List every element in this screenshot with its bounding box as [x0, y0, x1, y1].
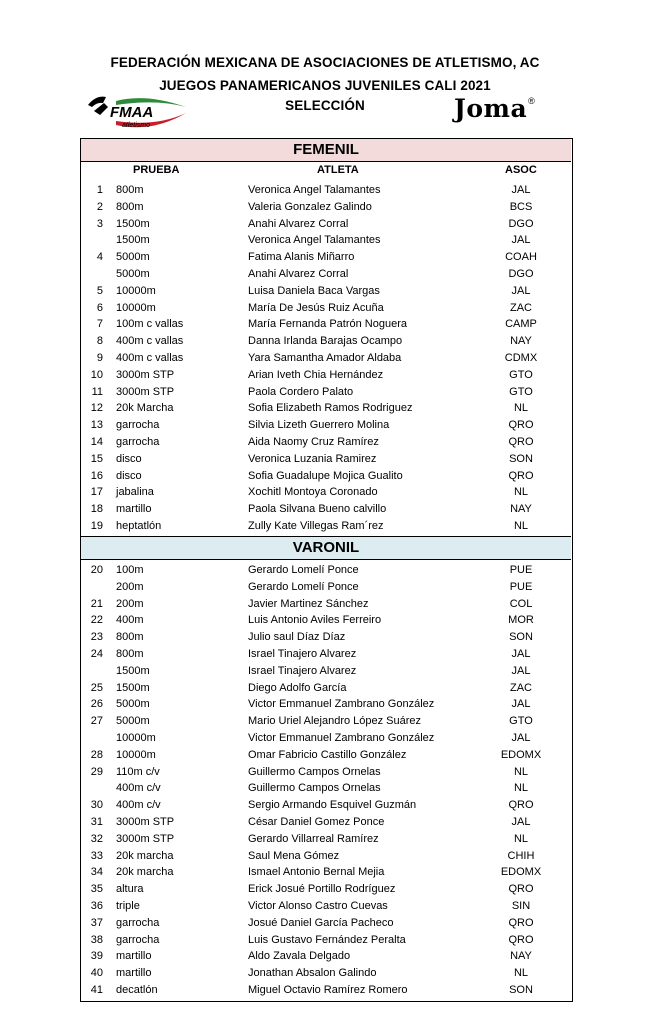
selection-title: SELECCIÓN — [285, 98, 365, 113]
row-atleta: Valeria Gonzalez Galindo — [248, 200, 372, 213]
row-number: 23 — [90, 631, 103, 644]
row-number: 3 — [96, 217, 103, 230]
row-atleta: Diego Adolfo García — [248, 681, 347, 694]
row-asoc: QRO — [508, 419, 534, 432]
table-row — [81, 300, 571, 317]
row-prueba: 5000m — [116, 698, 150, 711]
row-atleta: Gerardo Villarreal Ramírez — [248, 832, 379, 845]
row-prueba: altura — [116, 883, 144, 896]
row-number: 10 — [90, 368, 103, 381]
table-row — [81, 562, 571, 579]
table-row — [81, 814, 571, 831]
row-asoc: NL — [513, 765, 529, 778]
row-atleta: Luisa Daniela Baca Vargas — [248, 284, 380, 297]
row-prueba: martillo — [116, 950, 152, 963]
table-row — [81, 696, 571, 713]
row-prueba: 200m — [116, 580, 144, 593]
row-asoc: PUE — [509, 564, 533, 576]
row-asoc: SON — [509, 631, 533, 644]
row-asoc: CDMX — [504, 352, 538, 364]
row-number: 16 — [90, 469, 103, 482]
row-number: 6 — [96, 301, 103, 314]
table-row — [81, 400, 571, 417]
table-row — [81, 713, 571, 730]
row-atleta: Victor Emmanuel Zambrano González — [248, 698, 435, 711]
row-asoc: PUE — [509, 580, 533, 593]
fmaa-logo — [86, 91, 190, 131]
row-asoc: EDOMX — [500, 748, 542, 761]
row-number: 36 — [90, 900, 103, 912]
row-atleta: Guillermo Campos Ornelas — [248, 782, 381, 795]
table-row — [81, 266, 571, 283]
row-asoc: CHIH — [507, 849, 535, 862]
row-prueba: martillo — [116, 967, 152, 980]
row-number: 35 — [90, 883, 103, 896]
row-atleta: Israel Tinajero Alvarez — [248, 664, 357, 677]
row-prueba: decatlón — [116, 984, 158, 996]
table-row — [81, 417, 571, 434]
row-number: 20 — [90, 564, 103, 576]
row-atleta: Miguel Octavio Ramírez Romero — [248, 984, 408, 996]
row-atleta: Anahi Alvarez Corral — [248, 217, 349, 230]
table-row — [81, 199, 571, 216]
table-row — [81, 982, 571, 999]
row-asoc: ZAC — [510, 301, 532, 314]
row-prueba: disco — [116, 469, 142, 482]
table-row — [81, 484, 571, 501]
table-row — [81, 579, 571, 596]
row-asoc: COL — [509, 597, 533, 610]
table-row — [81, 316, 571, 333]
row-atleta: Silvia Lizeth Guerrero Molina — [248, 419, 390, 432]
row-number: 33 — [90, 849, 103, 862]
column-header-asoc: ASOC — [505, 164, 537, 176]
table-row — [81, 797, 571, 814]
row-asoc: NAY — [510, 503, 532, 516]
row-number: 32 — [90, 832, 103, 845]
row-prueba: disco — [116, 452, 142, 465]
row-number: 13 — [90, 419, 103, 432]
column-header-prueba: PRUEBA — [133, 164, 180, 176]
row-prueba: 800m — [116, 631, 144, 644]
table-row — [81, 965, 571, 982]
table-row — [81, 216, 571, 233]
row-prueba: 3000m STP — [116, 368, 175, 381]
table-row — [81, 915, 571, 932]
row-number: 37 — [90, 916, 103, 929]
row-asoc: MOR — [508, 614, 534, 627]
table-row — [81, 646, 571, 663]
row-atleta: Sofia Elizabeth Ramos Rodriguez — [248, 402, 413, 415]
row-asoc: GTO — [509, 715, 533, 728]
row-atleta: Ismael Antonio Bernal Mejia — [248, 866, 385, 879]
row-prueba: garrocha — [116, 436, 160, 448]
row-atleta: Erick Josué Portillo Rodríguez — [248, 883, 396, 896]
row-asoc: NL — [513, 832, 529, 845]
row-prueba: 20k marcha — [116, 849, 174, 862]
row-prueba: 1500m — [116, 664, 150, 677]
row-number: 9 — [96, 352, 103, 364]
row-number: 24 — [90, 648, 103, 660]
row-asoc: NAY — [510, 335, 532, 348]
row-prueba: 10000m — [116, 748, 156, 761]
row-number: 12 — [90, 402, 103, 415]
row-atleta: Luis Gustavo Fernández Peralta — [248, 933, 406, 946]
row-number: 8 — [96, 335, 103, 348]
table-row — [81, 848, 571, 865]
row-atleta: Danna Irlanda Barajas Ocampo — [248, 335, 403, 348]
table-row — [81, 747, 571, 764]
row-prueba: garrocha — [116, 933, 160, 946]
row-number: 26 — [90, 698, 103, 711]
table-row — [81, 232, 571, 249]
registered-mark: ® — [528, 95, 536, 106]
row-asoc: NAY — [510, 950, 532, 963]
table-row — [81, 932, 571, 949]
row-number: 4 — [96, 251, 103, 264]
row-asoc: NL — [513, 967, 529, 980]
row-asoc: SIN — [511, 900, 531, 912]
row-atleta: María Fernanda Patrón Noguera — [248, 318, 407, 331]
row-prueba: 800m — [116, 200, 144, 213]
row-number: 7 — [96, 318, 103, 331]
row-prueba: 400m — [116, 614, 144, 627]
table-row — [81, 864, 571, 881]
row-atleta: Xochitl Montoya Coronado — [248, 486, 378, 499]
row-number: 21 — [90, 597, 103, 610]
table-row — [81, 367, 571, 384]
row-atleta: Guillermo Campos Ornelas — [248, 765, 381, 778]
row-prueba: 400m c vallas — [116, 352, 184, 364]
row-number: 28 — [90, 748, 103, 761]
table-row — [81, 764, 571, 781]
row-atleta: Israel Tinajero Alvarez — [248, 648, 357, 660]
row-prueba: 5000m — [116, 251, 150, 264]
row-prueba: 5000m — [116, 715, 150, 728]
row-prueba: 10000m — [116, 732, 156, 744]
row-asoc: QRO — [508, 883, 534, 896]
row-prueba: 110m c/v — [116, 765, 160, 778]
row-number: 34 — [90, 866, 103, 879]
row-atleta: Luis Antonio Aviles Ferreiro — [248, 614, 382, 627]
row-asoc: NL — [513, 402, 529, 415]
row-asoc: SON — [509, 984, 533, 996]
row-atleta: Mario Uriel Alejandro López Suárez — [248, 715, 422, 728]
row-atleta: Yara Samantha Amador Aldaba — [248, 352, 402, 364]
row-atleta: Veronica Angel Talamantes — [248, 234, 381, 247]
row-asoc: DGO — [508, 217, 534, 230]
row-prueba: martillo — [116, 503, 152, 516]
row-number: 5 — [96, 284, 103, 297]
row-prueba: 100m — [116, 564, 144, 576]
row-prueba: 1500m — [116, 234, 150, 247]
table-row — [81, 948, 571, 965]
row-prueba: 3000m STP — [116, 385, 175, 398]
row-prueba: 400m c vallas — [116, 335, 184, 348]
row-number: 39 — [90, 950, 103, 963]
row-asoc: JAL — [511, 732, 531, 744]
row-atleta: Paola Cordero Palato — [248, 385, 354, 398]
fmaa-logo-text: FMAA — [110, 104, 154, 121]
section-varonil-title: VARONIL — [81, 536, 571, 560]
row-atleta: Sofia Guadalupe Mojica Gualito — [248, 469, 403, 482]
row-asoc: JAL — [511, 816, 531, 828]
row-asoc: QRO — [508, 436, 534, 448]
row-prueba: heptatlón — [116, 520, 162, 532]
section-femenil-title: FEMENIL — [81, 139, 571, 162]
table-row — [81, 730, 571, 747]
row-number: 40 — [90, 967, 103, 980]
table-row — [81, 350, 571, 367]
row-asoc: QRO — [508, 469, 534, 482]
joma-logo: Joma® — [454, 94, 536, 123]
column-header-atleta: ATLETA — [317, 164, 359, 176]
table-row — [81, 501, 571, 518]
row-prueba: 3000m STP — [116, 832, 175, 845]
fmaa-logo-subtext: atletismo — [122, 122, 151, 129]
row-number: 19 — [90, 520, 103, 532]
row-atleta: Arian Iveth Chia Hernández — [248, 368, 384, 381]
row-atleta: Victor Alonso Castro Cuevas — [248, 900, 388, 912]
row-asoc: EDOMX — [500, 866, 542, 879]
row-asoc: DGO — [508, 268, 534, 280]
row-atleta: Aldo Zavala Delgado — [248, 950, 351, 963]
row-atleta: Sergio Armando Esquivel Guzmán — [248, 799, 417, 812]
table-row — [81, 596, 571, 613]
row-prueba: 200m — [116, 597, 144, 610]
row-number: 25 — [90, 681, 103, 694]
row-asoc: GTO — [509, 385, 533, 398]
row-prueba: 100m c vallas — [116, 318, 184, 331]
table-row — [81, 283, 571, 300]
row-atleta: Julio saul Díaz Díaz — [248, 631, 346, 644]
event-title: JUEGOS PANAMERICANOS JUVENILES CALI 2021 — [159, 78, 491, 93]
row-number: 14 — [90, 436, 103, 448]
row-atleta: Zully Kate Villegas Ram´rez — [248, 520, 384, 532]
row-prueba: 20k Marcha — [116, 402, 174, 415]
row-prueba: 400m c/v — [116, 782, 161, 795]
row-number: 2 — [96, 200, 103, 213]
row-prueba: garrocha — [116, 916, 160, 929]
row-prueba: triple — [116, 900, 140, 912]
table-row — [81, 451, 571, 468]
row-atleta: Anahi Alvarez Corral — [248, 268, 349, 280]
row-atleta: Victor Emmanuel Zambrano González — [248, 732, 435, 744]
row-atleta: Veronica Angel Talamantes — [248, 184, 381, 196]
table-row — [81, 629, 571, 646]
table-row — [81, 182, 571, 199]
row-asoc: QRO — [508, 799, 534, 812]
selection-table — [80, 138, 573, 1002]
row-atleta: Aida Naomy Cruz Ramírez — [248, 436, 379, 448]
row-number: 18 — [90, 503, 103, 516]
row-asoc: NL — [513, 486, 529, 499]
row-asoc: ZAC — [510, 681, 532, 694]
row-prueba: 3000m STP — [116, 816, 175, 828]
row-prueba: 5000m — [116, 268, 150, 280]
table-row — [81, 881, 571, 898]
row-atleta: Saul Mena Gómez — [248, 849, 340, 862]
row-prueba: jabalina — [116, 486, 154, 499]
row-prueba: 1500m — [116, 681, 150, 694]
row-number: 38 — [90, 933, 103, 946]
row-asoc: SON — [509, 452, 533, 465]
row-number: 22 — [90, 614, 103, 627]
row-asoc: JAL — [511, 698, 531, 711]
table-row — [81, 434, 571, 451]
row-asoc: JAL — [511, 284, 531, 297]
row-number: 27 — [90, 715, 103, 728]
row-asoc: COAH — [505, 251, 537, 264]
row-prueba: 1500m — [116, 217, 150, 230]
table-row — [81, 384, 571, 401]
row-atleta: César Daniel Gomez Ponce — [248, 816, 385, 828]
row-prueba: 10000m — [116, 284, 156, 297]
table-row — [81, 780, 571, 797]
row-prueba: 800m — [116, 648, 144, 660]
row-asoc: QRO — [508, 916, 534, 929]
row-number: 30 — [90, 799, 103, 812]
row-atleta: Paola Silvana Bueno calvillo — [248, 503, 387, 516]
row-atleta: Josué Daniel García Pacheco — [248, 916, 394, 929]
row-atleta: Gerardo Lomelí Ponce — [248, 580, 359, 593]
row-asoc: JAL — [511, 184, 531, 196]
row-atleta: Gerardo Lomelí Ponce — [248, 564, 359, 576]
row-atleta: Fatima Alanis Miñarro — [248, 251, 355, 264]
row-number: 41 — [90, 984, 103, 996]
table-row — [81, 680, 571, 697]
row-prueba: 800m — [116, 184, 144, 196]
table-row — [81, 468, 571, 485]
row-prueba: garrocha — [116, 419, 160, 432]
row-atleta: Jonathan Absalon Galindo — [248, 967, 377, 980]
federation-title: FEDERACIÓN MEXICANA DE ASOCIACIONES DE ATLETISMO, AC — [110, 55, 540, 70]
table-row — [81, 333, 571, 350]
row-atleta: Omar Fabricio Castillo González — [248, 748, 407, 761]
row-number: 11 — [91, 385, 103, 398]
row-atleta: Veronica Luzania Ramirez — [248, 452, 377, 465]
row-prueba: 10000m — [116, 301, 156, 314]
table-row — [81, 249, 571, 266]
row-prueba: 20k marcha — [116, 866, 174, 879]
row-asoc: BCS — [509, 200, 533, 213]
table-row — [81, 663, 571, 680]
row-asoc: NL — [513, 782, 529, 795]
row-asoc: JAL — [511, 648, 531, 660]
row-asoc: NL — [513, 520, 529, 532]
row-asoc: CAMP — [505, 318, 537, 331]
row-asoc: JAL — [511, 234, 531, 247]
table-row — [81, 518, 571, 535]
row-number: 17 — [90, 486, 103, 499]
row-atleta: María De Jesús Ruiz Acuña — [248, 301, 384, 314]
table-row — [81, 612, 571, 629]
table-row — [81, 898, 571, 915]
row-asoc: JAL — [511, 664, 531, 677]
row-number: 15 — [90, 452, 103, 465]
row-number: 31 — [90, 816, 103, 828]
table-row — [81, 831, 571, 848]
row-asoc: QRO — [508, 933, 534, 946]
row-number: 29 — [90, 765, 103, 778]
row-number: 1 — [96, 184, 103, 196]
row-atleta: Javier Martinez Sánchez — [248, 597, 369, 610]
row-prueba: 400m c/v — [116, 799, 161, 812]
row-asoc: GTO — [509, 368, 533, 381]
